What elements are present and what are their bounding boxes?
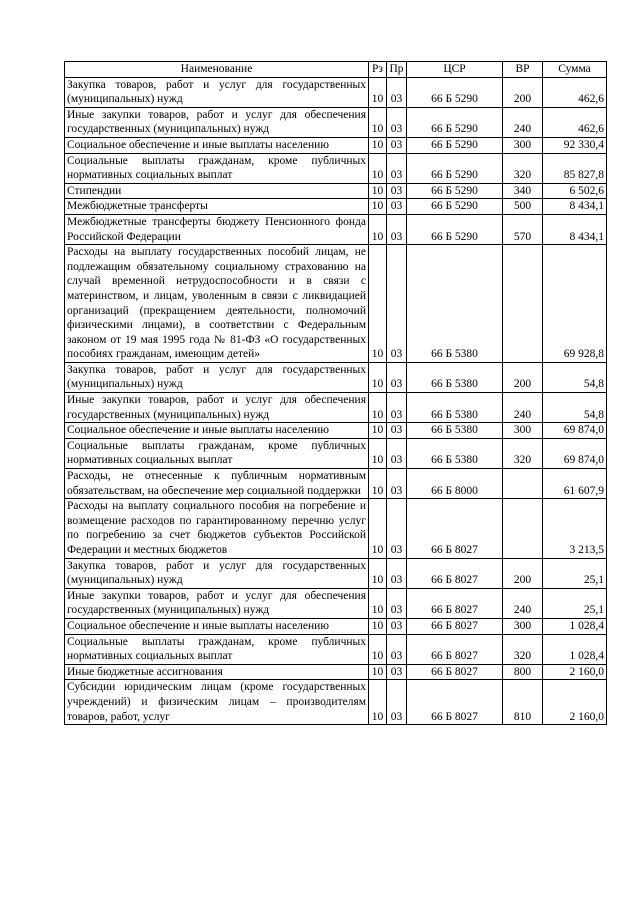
table-row [65, 362, 607, 392]
cell-rz: 10 [369, 362, 387, 392]
budget-table [64, 61, 607, 725]
cell-pr: 03 [387, 393, 407, 423]
cell-vr: 810 [503, 680, 543, 725]
cell-name: Социальные выплаты гражданам, кроме публичных нормативных социальных выплат [65, 438, 369, 468]
cell-name: Социальные выплаты гражданам, кроме публичных нормативных социальных выплат [65, 634, 369, 664]
table-row [65, 107, 607, 137]
cell-pr: 03 [387, 499, 407, 558]
cell-name: Стипендии [65, 183, 369, 199]
cell-vr: 500 [503, 199, 543, 215]
cell-sum: 69 928,8 [543, 245, 607, 363]
cell-sum: 69 874,0 [543, 423, 607, 439]
cell-rz: 10 [369, 393, 387, 423]
cell-pr: 03 [387, 153, 407, 183]
cell-rz: 10 [369, 634, 387, 664]
table-header-row [65, 62, 607, 78]
cell-rz: 10 [369, 664, 387, 680]
cell-csr: 66 Б 5290 [407, 214, 503, 244]
cell-vr: 240 [503, 107, 543, 137]
cell-rz: 10 [369, 588, 387, 618]
cell-sum: 3 213,5 [543, 499, 607, 558]
cell-csr: 66 Б 5290 [407, 183, 503, 199]
cell-csr: 66 Б 5380 [407, 362, 503, 392]
cell-sum: 54,8 [543, 362, 607, 392]
table-row [65, 245, 607, 363]
cell-pr: 03 [387, 680, 407, 725]
cell-name: Расходы, не отнесенные к публичным нормативным обязательствам, на обеспечение мер социальной поддержки [65, 469, 369, 499]
cell-csr: 66 Б 8027 [407, 664, 503, 680]
table-row [65, 499, 607, 558]
cell-rz: 10 [369, 77, 387, 107]
table-row [65, 393, 607, 423]
cell-sum: 69 874,0 [543, 438, 607, 468]
cell-pr: 03 [387, 107, 407, 137]
cell-sum: 8 434,1 [543, 214, 607, 244]
cell-name: Субсидии юридическим лицам (кроме государственных учреждений) и физическим лицам – производителям товаров, работ, услуг [65, 680, 369, 725]
cell-name: Социальное обеспечение и иные выплаты населению [65, 618, 369, 634]
table-row [65, 469, 607, 499]
cell-name: Межбюджетные трансферты [65, 199, 369, 215]
cell-name: Расходы на выплату государственных пособий лицам, не подлежащим обязательному социальному страхованию на случай временной нетрудоспособности и в связи с материнством, и лицам, уволенным в связи с ликвидацией организаций (прекращением деятельности, полномочий физическими лицами), в соответствии с Федеральным законом от 19 мая 1995 года № 81-ФЗ «О государственных пособиях гражданам, имеющим детей» [65, 245, 369, 363]
cell-sum: 92 330,4 [543, 137, 607, 153]
cell-pr: 03 [387, 362, 407, 392]
cell-csr: 66 Б 5290 [407, 199, 503, 215]
cell-csr: 66 Б 8027 [407, 618, 503, 634]
cell-rz: 10 [369, 245, 387, 363]
header-vr: ВР [503, 62, 543, 78]
header-pr: Пр [387, 62, 407, 78]
cell-pr: 03 [387, 438, 407, 468]
cell-vr: 320 [503, 153, 543, 183]
table-row [65, 77, 607, 107]
cell-name: Закупка товаров, работ и услуг для государственных (муниципальных) нужд [65, 77, 369, 107]
cell-name: Межбюджетные трансферты бюджету Пенсионного фонда Российской Федерации [65, 214, 369, 244]
cell-sum: 462,6 [543, 107, 607, 137]
cell-pr: 03 [387, 469, 407, 499]
cell-vr: 570 [503, 214, 543, 244]
cell-rz: 10 [369, 469, 387, 499]
cell-csr: 66 Б 5290 [407, 77, 503, 107]
cell-pr: 03 [387, 588, 407, 618]
cell-sum: 25,1 [543, 588, 607, 618]
table-row [65, 634, 607, 664]
cell-rz: 10 [369, 107, 387, 137]
cell-csr: 66 Б 8027 [407, 634, 503, 664]
table-row [65, 618, 607, 634]
cell-vr: 200 [503, 558, 543, 588]
cell-sum: 2 160,0 [543, 680, 607, 725]
cell-csr: 66 Б 5380 [407, 423, 503, 439]
table-row [65, 183, 607, 199]
cell-rz: 10 [369, 199, 387, 215]
cell-csr: 66 Б 8027 [407, 680, 503, 725]
cell-pr: 03 [387, 423, 407, 439]
table-row [65, 438, 607, 468]
cell-sum: 85 827,8 [543, 153, 607, 183]
cell-csr: 66 Б 5290 [407, 137, 503, 153]
cell-vr: 300 [503, 137, 543, 153]
header-csr: ЦСР [407, 62, 503, 78]
cell-pr: 03 [387, 245, 407, 363]
cell-pr: 03 [387, 137, 407, 153]
cell-name: Иные закупки товаров, работ и услуг для обеспечения государственных (муниципальных) нужд [65, 393, 369, 423]
table-row [65, 664, 607, 680]
cell-vr: 200 [503, 77, 543, 107]
cell-rz: 10 [369, 423, 387, 439]
cell-name: Социальное обеспечение и иные выплаты населению [65, 137, 369, 153]
cell-csr: 66 Б 8027 [407, 558, 503, 588]
cell-vr [503, 469, 543, 499]
cell-rz: 10 [369, 137, 387, 153]
header-name: Наименование [65, 62, 369, 78]
cell-sum: 1 028,4 [543, 634, 607, 664]
cell-sum: 61 607,9 [543, 469, 607, 499]
cell-rz: 10 [369, 438, 387, 468]
cell-vr: 240 [503, 588, 543, 618]
cell-vr [503, 245, 543, 363]
cell-vr: 240 [503, 393, 543, 423]
table-row [65, 199, 607, 215]
cell-vr: 320 [503, 438, 543, 468]
cell-pr: 03 [387, 77, 407, 107]
cell-rz: 10 [369, 558, 387, 588]
cell-rz: 10 [369, 214, 387, 244]
cell-rz: 10 [369, 153, 387, 183]
cell-vr: 200 [503, 362, 543, 392]
table-row [65, 423, 607, 439]
cell-vr: 800 [503, 664, 543, 680]
cell-pr: 03 [387, 183, 407, 199]
cell-sum: 8 434,1 [543, 199, 607, 215]
cell-vr [503, 499, 543, 558]
cell-pr: 03 [387, 558, 407, 588]
table-row [65, 137, 607, 153]
table-row [65, 680, 607, 725]
cell-vr: 300 [503, 618, 543, 634]
cell-name: Закупка товаров, работ и услуг для государственных (муниципальных) нужд [65, 362, 369, 392]
cell-csr: 66 Б 8000 [407, 469, 503, 499]
cell-rz: 10 [369, 618, 387, 634]
cell-pr: 03 [387, 618, 407, 634]
cell-name: Закупка товаров, работ и услуг для государственных (муниципальных) нужд [65, 558, 369, 588]
cell-sum: 1 028,4 [543, 618, 607, 634]
cell-name: Расходы на выплату социального пособия на погребение и возмещение расходов по гарантированному перечню услуг по погребению за счет бюджетов субъектов Российской Федерации и местных бюджетов [65, 499, 369, 558]
table-row [65, 153, 607, 183]
cell-vr: 300 [503, 423, 543, 439]
cell-csr: 66 Б 5380 [407, 438, 503, 468]
cell-name: Социальное обеспечение и иные выплаты населению [65, 423, 369, 439]
cell-sum: 462,6 [543, 77, 607, 107]
cell-pr: 03 [387, 214, 407, 244]
cell-sum: 2 160,0 [543, 664, 607, 680]
cell-csr: 66 Б 5380 [407, 393, 503, 423]
cell-sum: 54,8 [543, 393, 607, 423]
cell-sum: 25,1 [543, 558, 607, 588]
header-rz: Рз [369, 62, 387, 78]
cell-csr: 66 Б 5290 [407, 107, 503, 137]
cell-pr: 03 [387, 199, 407, 215]
cell-pr: 03 [387, 634, 407, 664]
cell-name: Иные закупки товаров, работ и услуг для обеспечения государственных (муниципальных) нужд [65, 588, 369, 618]
cell-pr: 03 [387, 664, 407, 680]
cell-vr: 340 [503, 183, 543, 199]
cell-name: Иные бюджетные ассигнования [65, 664, 369, 680]
table-row [65, 214, 607, 244]
cell-rz: 10 [369, 183, 387, 199]
cell-csr: 66 Б 8027 [407, 588, 503, 618]
cell-name: Иные закупки товаров, работ и услуг для обеспечения государственных (муниципальных) нужд [65, 107, 369, 137]
cell-csr: 66 Б 8027 [407, 499, 503, 558]
cell-name: Социальные выплаты гражданам, кроме публичных нормативных социальных выплат [65, 153, 369, 183]
cell-rz: 10 [369, 680, 387, 725]
cell-sum: 6 502,6 [543, 183, 607, 199]
cell-csr: 66 Б 5380 [407, 245, 503, 363]
cell-vr: 320 [503, 634, 543, 664]
table-row [65, 588, 607, 618]
cell-csr: 66 Б 5290 [407, 153, 503, 183]
header-sum: Сумма [543, 62, 607, 78]
cell-rz: 10 [369, 499, 387, 558]
table-row [65, 558, 607, 588]
